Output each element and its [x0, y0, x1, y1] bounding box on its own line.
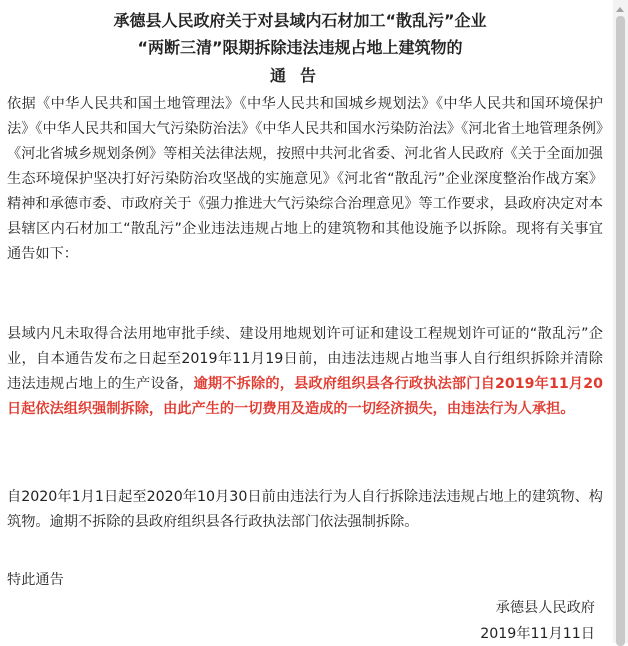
notice-paragraph-demolition-deadline [7, 322, 603, 422]
scroll-up-arrow-icon[interactable] [616, 7, 624, 12]
paragraph-plain-text: 县域内凡未取得合法用地审批手续、建设用地规划许可证和建设工程规划许可证的“散乱污”企业，自本通告发布之日起至2019年11月19日前，由违法违规占地当事人自行组织拆除并清除违法违规占地上的生产设备， [7, 326, 603, 392]
notice-signature: 承德县人民政府 [495, 600, 595, 616]
paragraph-emphasis-red: 逾期不拆除的，县政府组织县各行政执法部门自2019年11月20日起依法组织强制拆除，由此产生的一切费用及造成的一切经济损失，由违法行为人承担。 [7, 376, 603, 417]
scrollbar-thumb[interactable] [616, 16, 625, 646]
notice-paragraph-basis: 依据《中华人民共和国土地管理法》《中华人民共和国城乡规划法》《中华人民共和国环境保护法》《中华人民共和国大气污染防治法》《中华人民共和国水污染防治法》《河北省土地管理条例》《河北省城乡规划条例》等相关法律法规，按照中共河北省委、河北省人民政府《关于全面加强生态环境保护坚决打好污染防治攻坚战的实施意见》《河北省“散乱污”企业深度整治作战方案》精神和承德市委、市政府关于《强力推进大气污染综合治理意见》等工作要求，县政府决定对本县辖区内石材加工“散乱污”企业违法违规占地上的建筑物和其他设施予以拆除。现将有关事宜通告如下： [7, 96, 603, 262]
notice-title-line2: “两断三清”限期拆除违法违规占地上建筑物的 [137, 38, 463, 57]
notice-title-line1: 承德县人民政府关于对县域内石材加工“散乱污”企业 [113, 11, 487, 30]
vertical-scrollbar[interactable] [613, 0, 628, 643]
notice-title-line3 [0, 66, 600, 86]
notice-date: 2019年11月11日 [480, 626, 595, 642]
notice-paragraph-buildings: 自2020年1月1日起至2020年10月30日前由违法行为人自行拆除违法违规占地上的建筑物、构筑物。逾期不拆除的县政府组织县各行政执法部门依法强制拆除。 [7, 489, 603, 530]
notice-title-label: 通告 [269, 66, 330, 85]
notice-closing: 特此通告 [7, 572, 64, 588]
